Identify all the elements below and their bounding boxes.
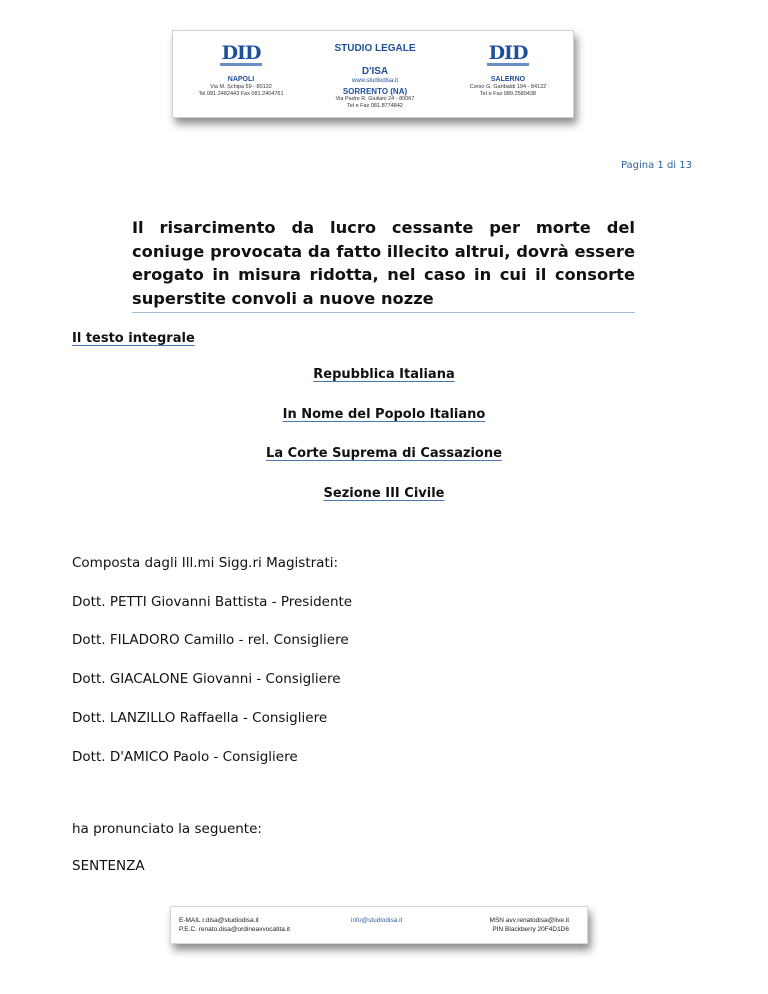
heading-corte: La Corte Suprema di Cassazione (266, 446, 502, 461)
address-sorrento: Via Padre R. Giuliani 24 - 80067 (335, 96, 415, 102)
pronunciato-text: ha pronunciato la seguente: (72, 821, 262, 837)
studio-name-line2: D'ISA (361, 66, 389, 77)
sentenza-text: SENTENZA (72, 858, 145, 874)
judge-line: Dott. PETTI Giovanni Battista - Presidente (72, 594, 353, 610)
footer-info-email: info@studiodisa.it (351, 917, 403, 924)
heading-nome-popolo-row (0, 403, 768, 422)
judge-line: Dott. FILADORO Camillo - rel. Consigliere (72, 632, 349, 648)
heading-corte-row (0, 442, 768, 461)
address-napoli: Via M. Schipa 59 - 80122 (210, 84, 272, 90)
footer-msn: MSN avv.renatodisa@live.it (489, 917, 569, 924)
composta-text: Composta dagli Ill.mi Sigg.ri Magistrati: (72, 555, 339, 571)
did-logo-left: DID (221, 42, 261, 64)
document-title: Il risarcimento da lucro cessante per morte del coniuge provocata da fatto illecito altrui, dovrà essere erogato in misura ridotta, nel caso in cui il consorte superstite convoli a nuove nozze (132, 218, 635, 308)
studio-website: www.studiodisa.it (351, 78, 399, 84)
city-salerno: SALERNO (490, 76, 526, 83)
heading-sezione: Sezione III Civile (323, 486, 445, 501)
address-salerno: Corso G. Garibaldi 194 - 84122 (469, 84, 547, 90)
heading-nome-popolo: In Nome del Popolo Italiano (282, 407, 486, 422)
heading-sezione-row (0, 482, 768, 501)
letterhead (172, 30, 574, 118)
page-number: Pagina 1 di 13 (620, 160, 692, 171)
letterhead-salerno (449, 31, 567, 117)
studio-name-line1: STUDIO LEGALE (334, 43, 416, 54)
letter-footer (170, 906, 588, 944)
footer-contacts-left (179, 916, 290, 934)
heading-repubblica: Repubblica Italiana (313, 367, 455, 382)
phone-salerno: Tel e Fax 089.2580438 (480, 91, 536, 97)
phone-napoli: Tel 081.2482443 Fax 081.2404761 (198, 91, 284, 97)
judge-line: Dott. D'AMICO Paolo - Consigliere (72, 749, 298, 765)
footer-email: E-MAIL r.disa@studiodisa.it (179, 917, 259, 924)
footer-pec: P.E.C. renato.disa@ordineavvocatita.it (179, 926, 290, 933)
heading-repubblica-row (0, 363, 768, 382)
heading-testo-integrale: Il testo integrale (72, 331, 195, 346)
letterhead-sorrento (313, 31, 437, 117)
letterhead-napoli (181, 31, 301, 117)
did-logo-right: DID (488, 42, 528, 64)
judge-line: Dott. LANZILLO Raffaella - Consigliere (72, 710, 328, 726)
phone-sorrento: Tel e Fax 081.8774842 (347, 103, 403, 109)
judge-line: Dott. GIACALONE Giovanni - Consigliere (72, 671, 341, 687)
city-sorrento: SORRENTO (NA) (342, 87, 408, 96)
footer-pin: PIN Blackberry 20F4D1D6 (492, 926, 569, 933)
footer-contacts-right (490, 916, 569, 934)
title-divider (132, 312, 635, 313)
city-napoli: NAPOLI (227, 76, 255, 83)
